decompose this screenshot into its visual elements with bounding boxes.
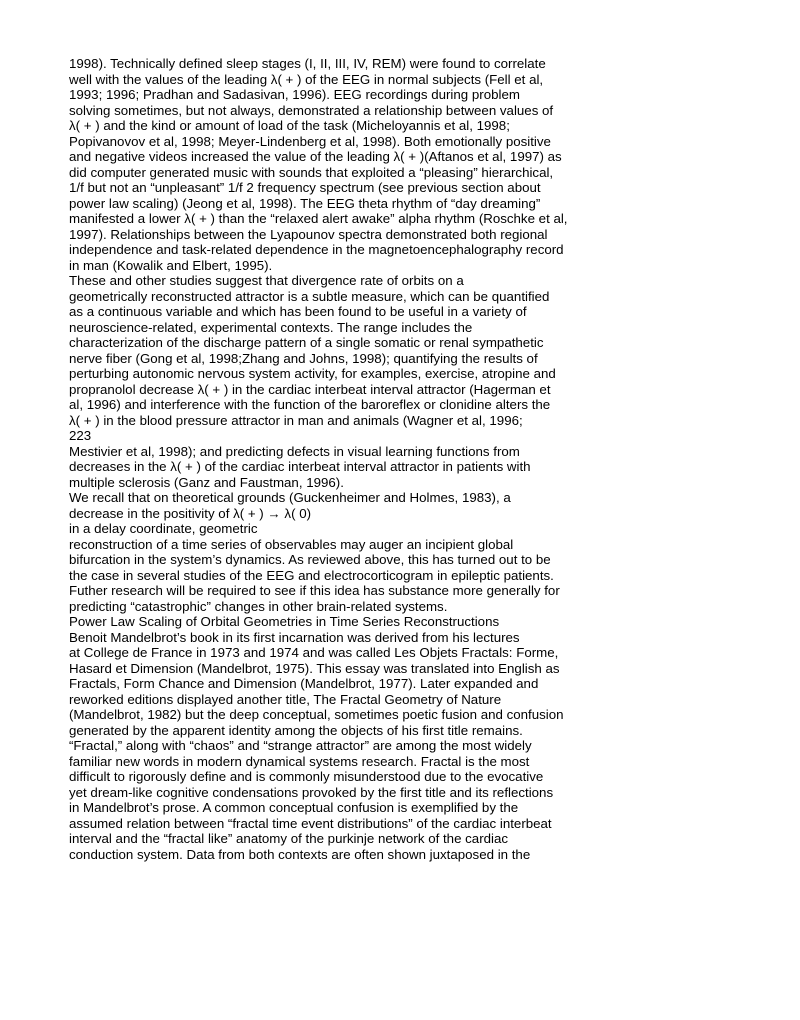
text-line: yet dream-like cognitive condensations provoked by the first title and its reflections [69, 784, 554, 800]
text-line: familiar new words in modern dynamical systems research. Fractal is the most [69, 753, 530, 769]
text-line: al, 1996) and interference with the function of the baroreflex or clonidine alters the [69, 397, 551, 412]
text-line: the case in several studies of the EEG and electrocorticogram in epileptic patients. [69, 567, 554, 583]
text-line: 1/f but not an “unpleasant” 1/f 2 frequency spectrum (see previous section about [69, 180, 541, 195]
text-line: neuroscience-related, experimental contexts. The range includes the [69, 319, 473, 335]
text-line: reconstruction of a time series of observables may auger an incipient global [69, 536, 514, 552]
text-line: λ( + ) and the kind or amount of load of the task (Micheloyannis et al, 1998; [69, 118, 510, 133]
text-line: at College de France in 1973 and 1974 and was called Les Objets Fractals: Forme, [69, 645, 559, 660]
text-line: λ( + ) in the blood pressure attractor in man and animals (Wagner et al, 1996; [69, 412, 523, 428]
text-line: We recall that on theoretical grounds (Guckenheimer and Holmes, 1983), a [69, 490, 511, 505]
text-line: predicting “catastrophic” changes in other brain-related systems. [69, 598, 448, 614]
text-line: decreases in the λ( + ) of the cardiac interbeat interval attractor in patients with [69, 459, 531, 474]
text-line: solving sometimes, but not always, demonstrated a relationship between values of [69, 102, 554, 118]
text-line: as a continuous variable and which has been found to be useful in a variety of [69, 304, 527, 319]
text-line: nerve fiber (Gong et al, 1998;Zhang and Johns, 1998); quantifying the results of [69, 350, 538, 366]
text-line: independence and task-related dependence in the magnetoencephalography record [69, 242, 564, 257]
text-line: reworked editions displayed another title, The Fractal Geometry of Nature [69, 691, 502, 707]
text-line: Popivanovov et al, 1998; Meyer-Lindenberg et al, 1998). Both emotionally positive [69, 133, 551, 149]
text-line: 1997). Relationships between the Lyapounov spectra demonstrated both regional [69, 226, 548, 242]
text-line: difficult to rigorously define and is commonly misunderstood due to the evocative [69, 769, 544, 784]
body-text [69, 56, 789, 862]
text-line: Futher research will be required to see if this idea has substance more generally for [69, 583, 560, 598]
text-line: generated by the apparent identity among the objects of his first title remains. [69, 722, 523, 738]
text-line: propranolol decrease λ( + ) in the cardiac interbeat interval attractor (Hagerman et [69, 381, 551, 397]
text-line: well with the values of the leading λ( + ) of the EEG in normal subjects (Fell et al, [69, 71, 544, 87]
text-line: 1993; 1996; Pradhan and Sadasivan, 1996). EEG recordings during problem [69, 87, 520, 102]
text-line: 1998). Technically defined sleep stages (I, II, III, IV, REM) were found to correlate [69, 56, 546, 71]
text-line: manifested a lower λ( + ) than the “relaxed alert awake” alpha rhythm (Roschke et al, [69, 211, 568, 226]
text-line: decrease in the positivity of λ( + ) → λ( 0) [69, 505, 312, 521]
text-line: in man (Kowalik and Elbert, 1995). [69, 257, 273, 273]
text-line: multiple sclerosis (Ganz and Faustman, 1996). [69, 474, 344, 490]
text-line: geometrically reconstructed attractor is a subtle measure, which can be quantified [69, 288, 550, 304]
text-line: Mestivier et al, 1998); and predicting defects in visual learning functions from [69, 443, 520, 459]
text-line: Hasard et Dimension (Mandelbrot, 1975). This essay was translated into English as [69, 660, 560, 676]
text-line: These and other studies suggest that divergence rate of orbits on a [69, 273, 464, 288]
text-line: “Fractal,” along with “chaos” and “strange attractor” are among the most widely [69, 738, 532, 753]
text-line: bifurcation in the system’s dynamics. As reviewed above, this has turned out to be [69, 552, 551, 567]
text-line: and negative videos increased the value of the leading λ( + )(Aftanos et al, 1997) as [69, 149, 562, 164]
text-line: perturbing autonomic nervous system activity, for examples, exercise, atropine and [69, 366, 556, 381]
text-line: in Mandelbrot’s prose. A common conceptual confusion is exemplified by the [69, 800, 519, 815]
text-line: Power Law Scaling of Orbital Geometries in Time Series Reconstructions [69, 614, 500, 629]
text-line: Benoit Mandelbrot’s book in its first incarnation was derived from his lectures [69, 629, 520, 645]
text-line: (Mandelbrot, 1982) but the deep conceptual, sometimes poetic fusion and confusion [69, 707, 564, 722]
text-line: Fractals, Form Chance and Dimension (Mandelbrot, 1977). Later expanded and [69, 676, 539, 691]
text-line: did computer generated music with sounds that exploited a “pleasing” hierarchical, [69, 164, 554, 180]
text-line: assumed relation between “fractal time event distributions” of the cardiac interbeat [69, 815, 552, 831]
text-line: characterization of the discharge pattern of a single somatic or renal sympathetic [69, 335, 544, 350]
text-line: power law scaling) (Jeong et al, 1998). The EEG theta rhythm of “day dreaming” [69, 195, 541, 211]
text-line: conduction system. Data from both contexts are often shown juxtaposed in the [69, 846, 531, 862]
text-line: interval and the “fractal like” anatomy of the purkinje network of the cardiac [69, 831, 509, 846]
text-line: 223 [69, 428, 92, 443]
text-line: in a delay coordinate, geometric [69, 521, 258, 536]
